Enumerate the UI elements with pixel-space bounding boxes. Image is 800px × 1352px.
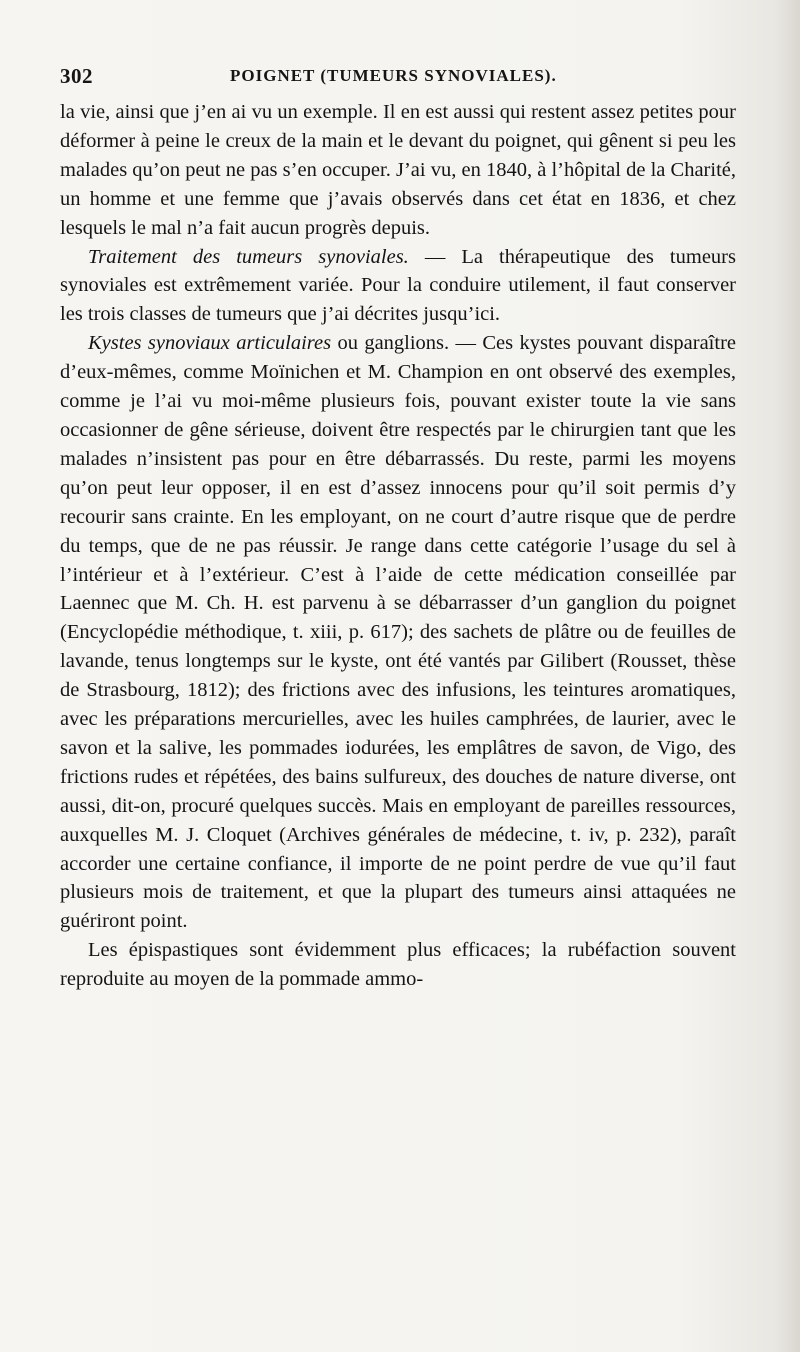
paragraph-3-text: ou ganglions. — Ces kystes pouvant disparaître d’eux-mêmes, comme Moïnichen et M. Champion en ont observé des exemples, comme je l’ai vu moi-même plusieurs fois, pouvant exister toute la vie sans occasionner de gêne sérieuse, doivent être respectés par le chirurgien tant que les malades n’insistent pas pour en être débarrassés. Du reste, parmi les moyens qu’on peut leur opposer, il en est d’assez innocens pour qu’il soit permis d’y recourir sans crainte. En les employant, on ne court d’autre risque que de perdre du temps, que de ne pas réussir. Je range dans cette catégorie l’usage du sel à l’intérieur et à l’extérieur. C’est à l’aide de cette médication conseillée par Laennec que M. Ch. H. est parvenu à se débarrasser d’un ganglion du poignet (Encyclopédie méthodique, t. xiii, p. 617); des sachets de plâtre ou de feuilles de lavande, tenus longtemps sur le kyste, ont été vantés par Gilibert (Rousset, thèse de Strasbourg, 1812); des frictions avec des infusions, les teintures aromatiques, avec les préparations mercurielles, avec les huiles camphrées, de laurier, avec le savon et la salive, les pommades iodurées, les emplâtres de savon, de Vigo, des frictions rudes et répétées, des bains sulfureux, des douches de nature diverse, ont aussi, dit-on, procuré quelques succès. Mais en employant de pareilles ressources, auxquelles M. J. Cloquet (Archives générales de médecine, t. iv, p. 232), paraît accorder une certaine confiance, il importe de ne point perdre de vue qu’il faut plusieurs mois de traitement, et que la plupart des tumeurs ainsi attaquées ne guériront point. xyxy=(60,332,736,933)
paragraph-1-text: la vie, ainsi que j’en ai vu un exemple. Il en est aussi qui restent assez petites pour déformer à peine le creux de la main et le devant du poignet, qui gênent si peu les malades qu’on peut ne pas s’en occuper. J’ai vu, en 1840, à l’hôpital de la Charité, un homme et une femme que j’avais observés dans cet état en 1836, et chez lesquels le mal n’a fait aucun progrès depuis. xyxy=(60,101,736,239)
paragraph-3 xyxy=(60,329,736,936)
page-number: 302 xyxy=(60,64,93,88)
page-header xyxy=(60,64,740,96)
paragraph-1 xyxy=(60,98,736,243)
running-title: POIGNET (TUMEURS SYNOVIALES). xyxy=(230,66,557,85)
paragraph-4 xyxy=(60,936,736,994)
paragraph-2-text: — La thérapeutique des tumeurs synoviales est extrêmement variée. Pour la conduire utilement, il faut conserver les trois classes de tumeurs que j’ai décrites jusqu’ici. xyxy=(60,245,736,326)
paragraph-2-italic: Traitement des tumeurs synoviales. xyxy=(88,245,409,268)
paragraph-2 xyxy=(60,243,736,330)
paragraph-4-text: Les épispastiques sont évidemment plus efficaces; la rubéfaction souvent reproduite au moyen de la pommade ammo- xyxy=(60,939,736,991)
paragraph-3-italic: Kystes synoviaux articulaires xyxy=(88,332,332,355)
body-text xyxy=(60,98,736,994)
